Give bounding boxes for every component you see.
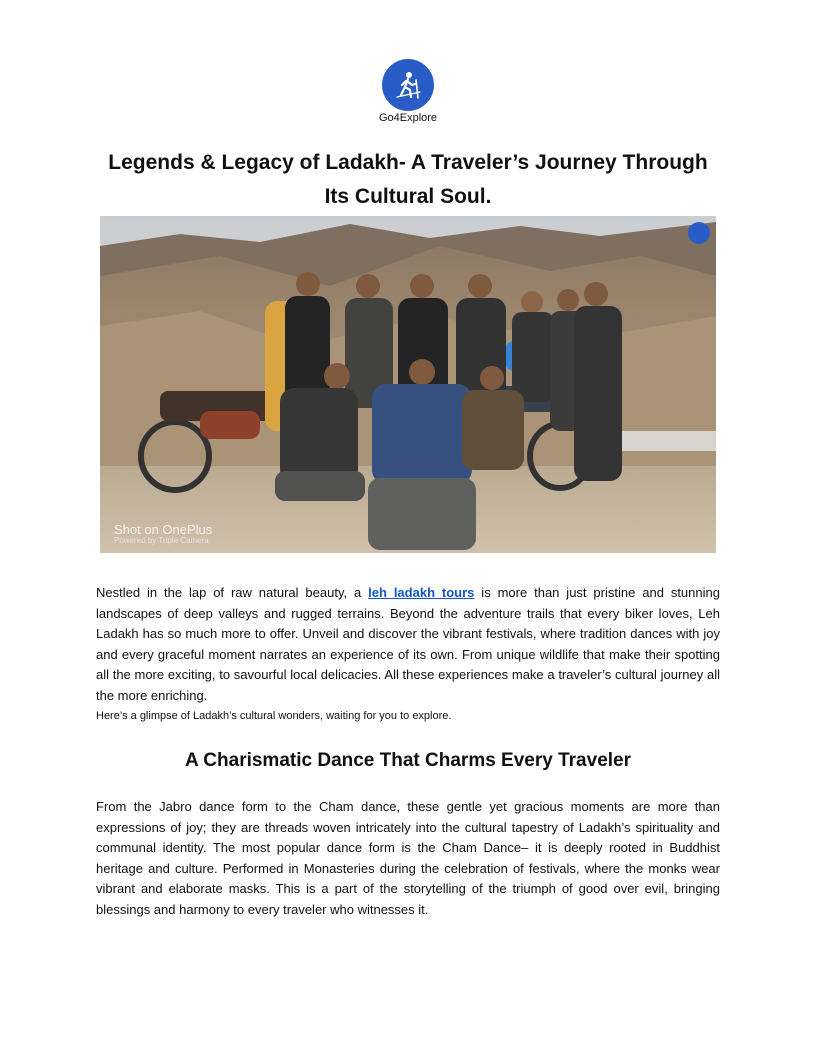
page-title: Legends & Legacy of Ladakh- A Traveler’s Journey Through Its Cultural Soul.	[108, 151, 708, 208]
hiker-icon	[391, 68, 425, 102]
group-photo	[100, 216, 716, 553]
intro-text-before: Nestled in the lap of raw natural beauty, a	[96, 585, 369, 600]
photo-watermark-sub: Powered by Triple Camera	[114, 536, 209, 545]
photo-watermark: Shot on OnePlus	[114, 522, 213, 537]
intro-paragraph	[96, 583, 720, 706]
site-logo[interactable]	[378, 59, 438, 124]
photo-illustration	[100, 216, 716, 553]
logo-badge	[382, 59, 434, 111]
section-dance-body: From the Jabro dance form to the Cham dance, these gentle yet gracious moments are more than expressions of joy; they are threads woven intricately into the cultural tapestry of Ladakh’s spirituality and communal identity. The most popular dance form is the Cham Dance– it is deeply rooted in Buddhist heritage and culture. Performed in Monasteries during the celebration of festivals, where the monks wear vibrant and elaborate masks. This is a part of the storytelling of the triumph of good over evil, bringing blessings and harmony to every traveler who witnesses it.	[96, 799, 720, 917]
glimpse-text: Here’s a glimpse of Ladakh’s cultural wonders, waiting for you to explore.	[96, 710, 452, 722]
logo-text: Go4Explore	[378, 112, 438, 124]
leh-ladakh-tours-link[interactable]: leh ladakh tours	[368, 585, 475, 600]
section-heading-dance: A Charismatic Dance That Charms Every Traveler	[185, 750, 631, 771]
intro-text-after: is more than just pristine and stunning landscapes of deep valleys and rugged terrains. Beyond the adventure trails that every biker loves, Leh Ladakh has so much more to offer. Unveil and discover the vibrant festivals, where tradition dances with joy and every graceful moment narrates an experience of its own. From unique wildlife that make their spotting all the more exciting, to savourful local delicacies. All these experiences make a traveler’s cultural journey all the more enriching.	[96, 585, 720, 703]
photo-logo-badge	[688, 222, 710, 244]
